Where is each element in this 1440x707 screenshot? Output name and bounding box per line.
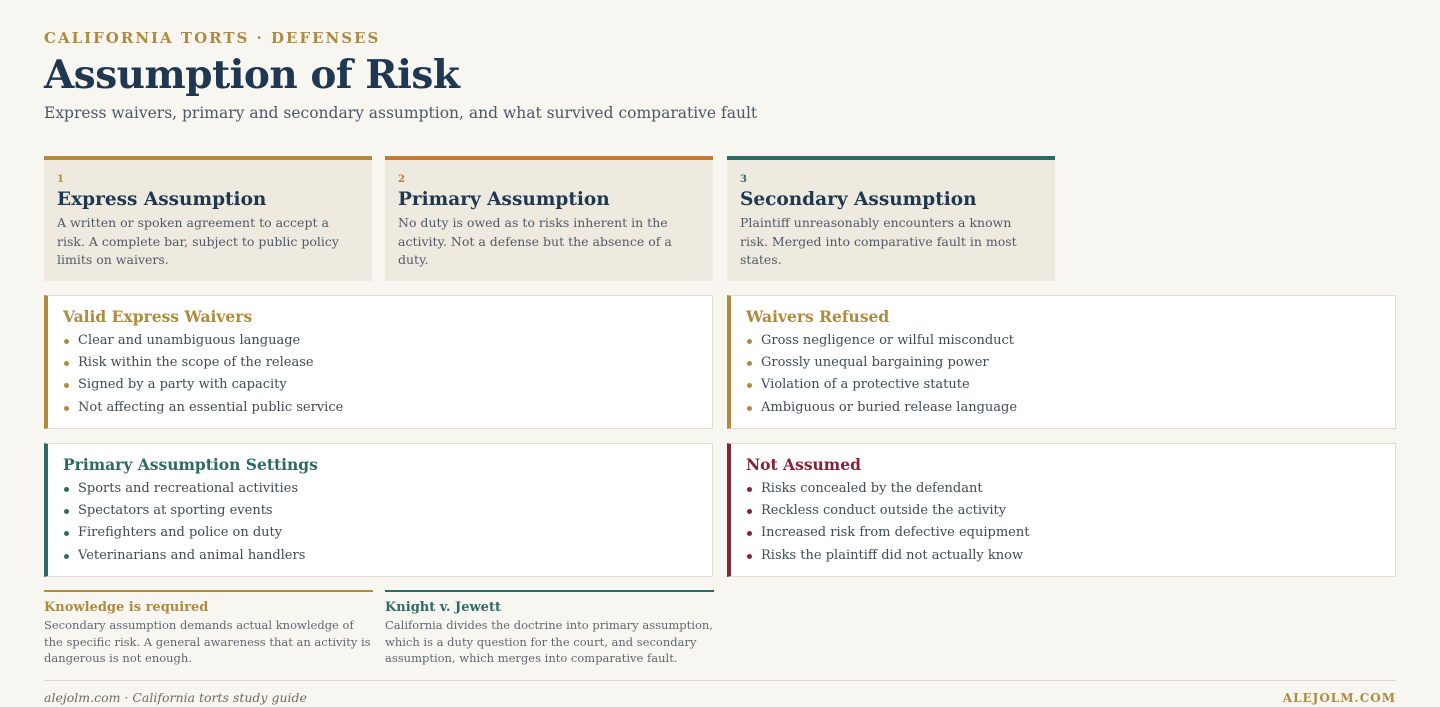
card-title: Secondary Assumption: [740, 189, 977, 210]
panel-list: [746, 330, 1395, 419]
list-item-text: Risks concealed by the defendant: [761, 481, 983, 496]
card-number: 1: [57, 174, 64, 185]
panel-waivers-refused: [727, 295, 1396, 429]
panel-not-assumed: [727, 443, 1396, 577]
bullet-icon: [747, 554, 752, 559]
card-primary-assumption: [385, 156, 713, 281]
card-title: Primary Assumption: [398, 189, 610, 210]
bullet-icon: [747, 383, 752, 388]
note-knowledge-required: [44, 590, 373, 667]
list-item-text: Spectators at sporting events: [78, 503, 273, 519]
list-item: [63, 478, 712, 500]
bullet-icon: [64, 383, 69, 388]
bullet-icon: [747, 531, 752, 536]
card-secondary-assumption: [727, 156, 1055, 281]
list-item: [63, 545, 712, 567]
bullet-icon: [747, 509, 752, 514]
panel-list: [746, 478, 1395, 567]
card-title: Express Assumption: [57, 189, 267, 210]
panel-title: Primary Assumption Settings: [63, 455, 318, 474]
card-text: Plaintiff unreasonably encounters a known risk. Merged into comparative fault in most states.: [740, 215, 1017, 267]
footer-credit: alejolm.com · California torts study guide: [44, 690, 307, 705]
footer-divider: [44, 680, 1396, 681]
list-item: [63, 330, 712, 352]
panel-title: Waivers Refused: [746, 307, 890, 326]
bullet-icon: [64, 339, 69, 344]
list-item-text: Veterinarians and animal handlers: [78, 547, 306, 563]
study-guide-page: [44, 0, 1396, 707]
note-title: Knowledge is required: [44, 600, 209, 615]
card-text: No duty is owed as to risks inherent in the activity. Not a defense but the absence of a duty.: [398, 215, 672, 267]
note-text: Secondary assumption demands actual knowledge of the specific risk. A general awareness that an activity is dangerous is not enough.: [44, 618, 371, 665]
panel-primary-settings: [44, 443, 713, 577]
list-item: [63, 500, 712, 522]
list-item-text: Sports and recreational activities: [78, 481, 299, 496]
bullet-icon: [64, 406, 69, 411]
list-item-text: Not affecting an essential public service: [78, 399, 344, 415]
note-knight-v-jewett: [385, 590, 714, 667]
list-item: [746, 545, 1395, 567]
bullet-icon: [747, 487, 752, 492]
list-item: [746, 374, 1395, 396]
bullet-icon: [747, 361, 752, 366]
list-item-text: Reckless conduct outside the activity: [761, 503, 1007, 519]
card-number: 2: [398, 174, 405, 185]
bullet-icon: [747, 406, 752, 411]
bullet-icon: [64, 554, 69, 559]
list-item: [63, 374, 712, 396]
card-number: 3: [740, 174, 747, 185]
panel-list: [63, 330, 712, 419]
list-item-text: Clear and unambiguous language: [78, 333, 301, 348]
panel-list: [63, 478, 712, 567]
bullet-icon: [64, 487, 69, 492]
note-text: California divides the doctrine into primary assumption, which is a duty question for the court, and secondary assumption, which merges into comparative fault.: [385, 618, 713, 665]
list-item: [746, 500, 1395, 522]
eyebrow-label: CALIFORNIA TORTS · DEFENSES: [44, 29, 381, 47]
card-express-assumption: [44, 156, 372, 281]
list-item: [63, 397, 712, 419]
list-item-text: Risks the plaintiff did not actually know: [761, 547, 1024, 563]
list-item-text: Grossly unequal bargaining power: [761, 355, 989, 371]
list-item: [746, 330, 1395, 352]
page-subtitle: Express waivers, primary and secondary assumption, and what survived comparative fault: [44, 104, 758, 122]
list-item: [746, 397, 1395, 419]
list-item: [746, 352, 1395, 374]
list-item-text: Risk within the scope of the release: [78, 355, 314, 371]
list-item-text: Ambiguous or buried release language: [761, 399, 1018, 415]
card-text: A written or spoken agreement to accept a risk. A complete bar, subject to public policy limits on waivers.: [57, 215, 339, 267]
bullet-icon: [64, 361, 69, 366]
panel-title: Not Assumed: [746, 455, 861, 474]
bullet-icon: [64, 531, 69, 536]
note-title: Knight v. Jewett: [385, 600, 501, 615]
panel-valid-waivers: [44, 295, 713, 429]
bullet-icon: [64, 509, 69, 514]
list-item: [63, 522, 712, 544]
list-item: [746, 478, 1395, 500]
list-item-text: Firefighters and police on duty: [78, 525, 283, 541]
panel-title: Valid Express Waivers: [63, 307, 253, 326]
list-item-text: Violation of a protective statute: [761, 377, 970, 393]
list-item-text: Gross negligence or wilful misconduct: [761, 333, 1015, 348]
bullet-icon: [747, 339, 752, 344]
page-title: Assumption of Risk: [44, 52, 460, 98]
list-item-text: Signed by a party with capacity: [78, 377, 287, 393]
footer-site-link[interactable]: ALEJOLM.COM: [1282, 691, 1396, 705]
list-item: [63, 352, 712, 374]
list-item-text: Increased risk from defective equipment: [761, 525, 1030, 541]
list-item: [746, 522, 1395, 544]
